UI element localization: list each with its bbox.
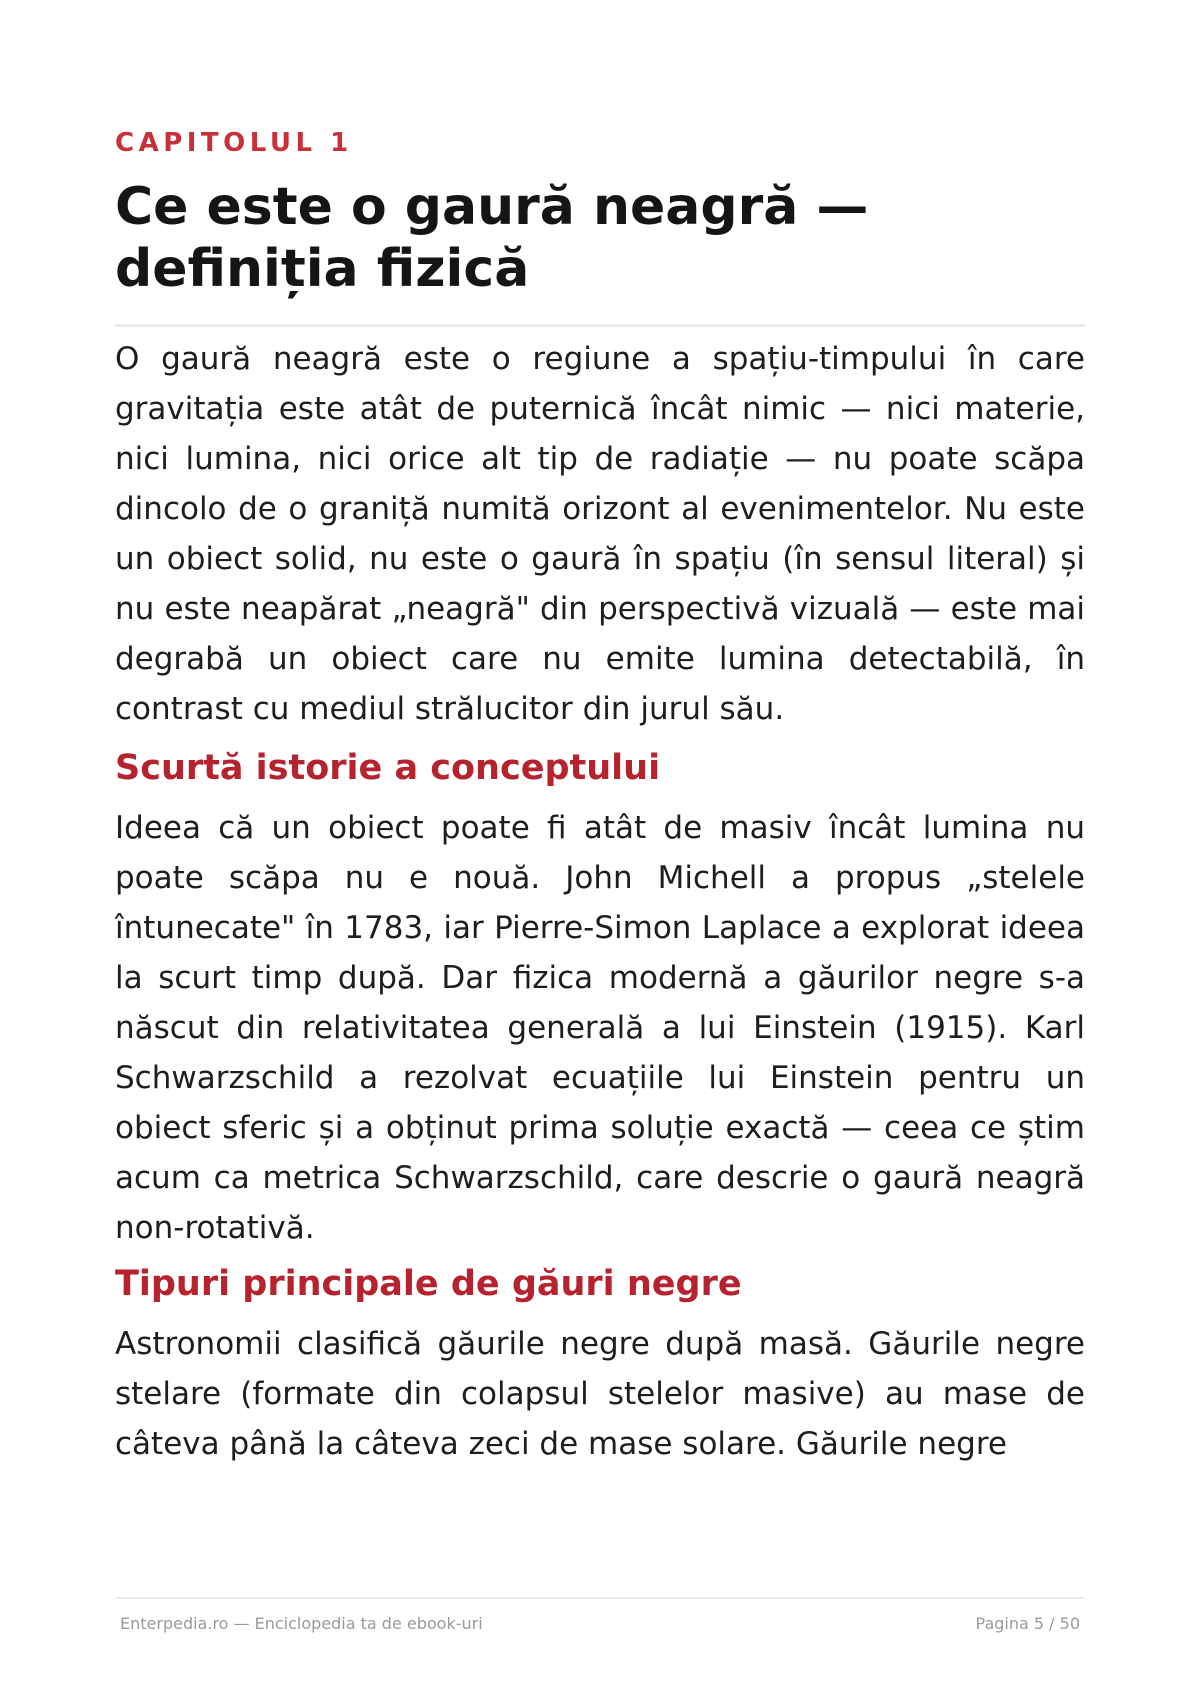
book-page <box>115 0 1085 1683</box>
footer-divider <box>115 1597 1085 1599</box>
chapter-title-line-2: definiția fizică <box>115 239 530 299</box>
footer-site-name: Enterpedia.ro — Enciclopedia ta de ebook-uri <box>120 1614 483 1633</box>
title-divider <box>115 324 1085 327</box>
intro-paragraph: O gaură neagră este o regiune a spațiu-timpului în care gravitația este atât de puternică încât nimic — nici materie, nici lumina, nici orice alt tip de radiație — nu poate scăpa dincolo de o graniță numită orizont al evenimentelor. Nu este un obiect solid, nu este o gaură în spațiu (în sensul literal) și nu este neapărat „neagră" din perspectivă vizuală — este mai degrabă un obiect care nu emite lumina detectabilă, în contrast cu mediul strălucitor din jurul său. <box>115 341 1085 727</box>
footer-page-number: Pagina 5 / 50 <box>975 1614 1080 1633</box>
section-heading-history: Scurtă istorie a conceptului <box>115 748 661 788</box>
section-paragraph-history: Ideea că un obiect poate fi atât de masiv încât lumina nu poate scăpa nu e nouă. John Michell a propus „stelele întunecate" în 1783, iar Pierre-Simon Laplace a explorat ideea la scurt timp după. Dar fizica modernă a găurilor negre s-a născut din relativitatea generală a lui Einstein (1915). Karl Schwarzschild a rezolvat ecuațiile lui Einstein pentru un obiect sferic și a obținut prima soluție exactă — ceea ce știm acum ca metrica Schwarzschild, care descrie o gaură neagră non-rotativă. <box>115 810 1085 1246</box>
chapter-title <box>115 176 1085 300</box>
chapter-label: CAPITOLUL 1 <box>115 128 353 158</box>
section-heading-types: Tipuri principale de găuri negre <box>115 1264 742 1304</box>
section-paragraph-types: Astronomii clasifică găurile negre după masă. Găurile negre stelare (formate din colapsul stelelor masive) au mase de câteva până la câteva zeci de mase solare. Găurile negre <box>115 1326 1085 1462</box>
chapter-title-line-1: Ce este o gaură neagră — <box>115 177 869 237</box>
